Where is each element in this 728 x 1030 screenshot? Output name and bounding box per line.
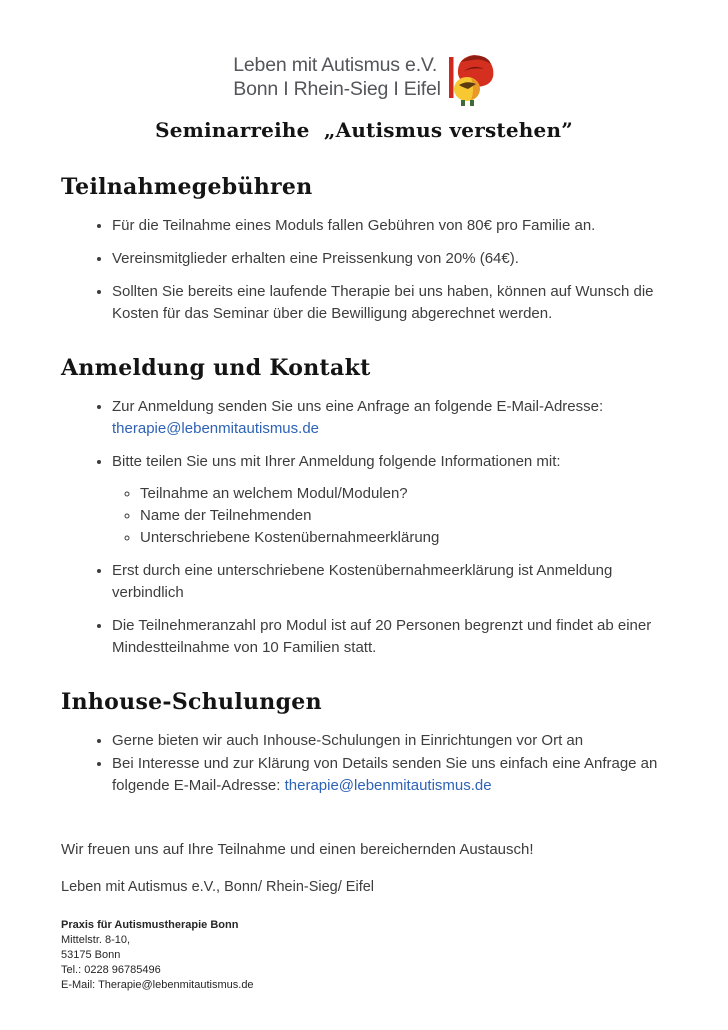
section-inhouse: [61, 689, 667, 797]
practice-name: Praxis für Autismustherapie Bonn: [61, 919, 239, 931]
list-item: • Gerne bieten wir auch Inhouse-Schulungen in Einrichtungen vor Ort an: [112, 730, 667, 752]
practice-phone: Tel.: 0228 96785496: [61, 964, 161, 976]
therapy-email-link[interactable]: therapie@lebenmitautismus.de: [284, 777, 492, 794]
organization-line: Leben mit Autismus e.V., Bonn/ Rhein-Sieg/ Eifel: [61, 879, 375, 895]
contact-heading: Anmeldung und Kontakt: [61, 355, 371, 381]
fees-bullet-list: [61, 215, 667, 325]
list-item: ◦ Teilnahme an welchem Modul/Modulen?: [140, 483, 667, 505]
required-info-sublist: [112, 483, 667, 549]
list-item: • Die Teilnehmeranzahl pro Modul ist auf 20 Personen begrenzt und findet ab einer Mindestteilnahme von 10 Familien statt.: [112, 615, 667, 659]
inhouse-heading: Inhouse-Schulungen: [61, 689, 322, 715]
practice-street: Mittelstr. 8-10,: [61, 934, 131, 946]
inhouse-contact-text: Bei Interesse und zur Klärung von Details senden Sie uns einfach eine Anfrage an folgende E-Mail-Adresse:: [112, 755, 658, 794]
footer-contact-block: [61, 918, 667, 993]
list-item: ◦ Unterschriebene Kostenübernahmeerklärung: [140, 527, 667, 549]
list-item: [112, 753, 667, 797]
logo-line1: Leben mit Autismus e.V.: [233, 54, 438, 76]
logo-line2: Bonn I Rhein-Sieg I Eifel: [233, 78, 441, 100]
practice-email: E-Mail: Therapie@lebenmitautismus.de: [61, 979, 254, 991]
required-info-text: Bitte teilen Sie uns mit Ihrer Anmeldung folgende Informationen mit:: [112, 453, 561, 470]
list-item: • Vereinsmitglieder erhalten eine Preissenkung von 20% (64€).: [112, 248, 667, 270]
contact-bullet-list: [61, 396, 667, 659]
inhouse-bullet-list: [61, 730, 667, 797]
fees-heading: Teilnahmegebühren: [61, 174, 313, 200]
list-item: [112, 396, 667, 440]
association-logo-icon: [449, 50, 495, 106]
list-item: ◦ Name der Teilnehmenden: [140, 505, 667, 527]
practice-city: 53175 Bonn: [61, 949, 121, 961]
list-item: [112, 451, 667, 549]
closing-statement: Wir freuen uns auf Ihre Teilnahme und einen bereichernden Austausch!: [61, 841, 534, 858]
list-item: • Sollten Sie bereits eine laufende Therapie bei uns haben, können auf Wunsch die Kosten für das Seminar über die Bewilligung abgerechnet werden.: [112, 281, 667, 325]
document-title: Seminarreihe „Autismus verstehen”: [155, 118, 573, 142]
list-item: • Erst durch eine unterschriebene Kostenübernahmeerklärung ist Anmeldung verbindlich: [112, 560, 667, 604]
logo-wordmark: [233, 53, 440, 101]
registration-instruction-text: Zur Anmeldung senden Sie uns eine Anfrage an folgende E-Mail-Adresse:: [112, 398, 604, 415]
therapy-email-link[interactable]: therapie@lebenmitautismus.de: [112, 420, 320, 437]
document-body: [0, 174, 728, 993]
header: [0, 0, 728, 106]
section-fees: [61, 174, 667, 325]
section-contact: [61, 355, 667, 659]
list-item: • Für die Teilnahme eines Moduls fallen Gebühren von 80€ pro Familie an.: [112, 215, 667, 237]
